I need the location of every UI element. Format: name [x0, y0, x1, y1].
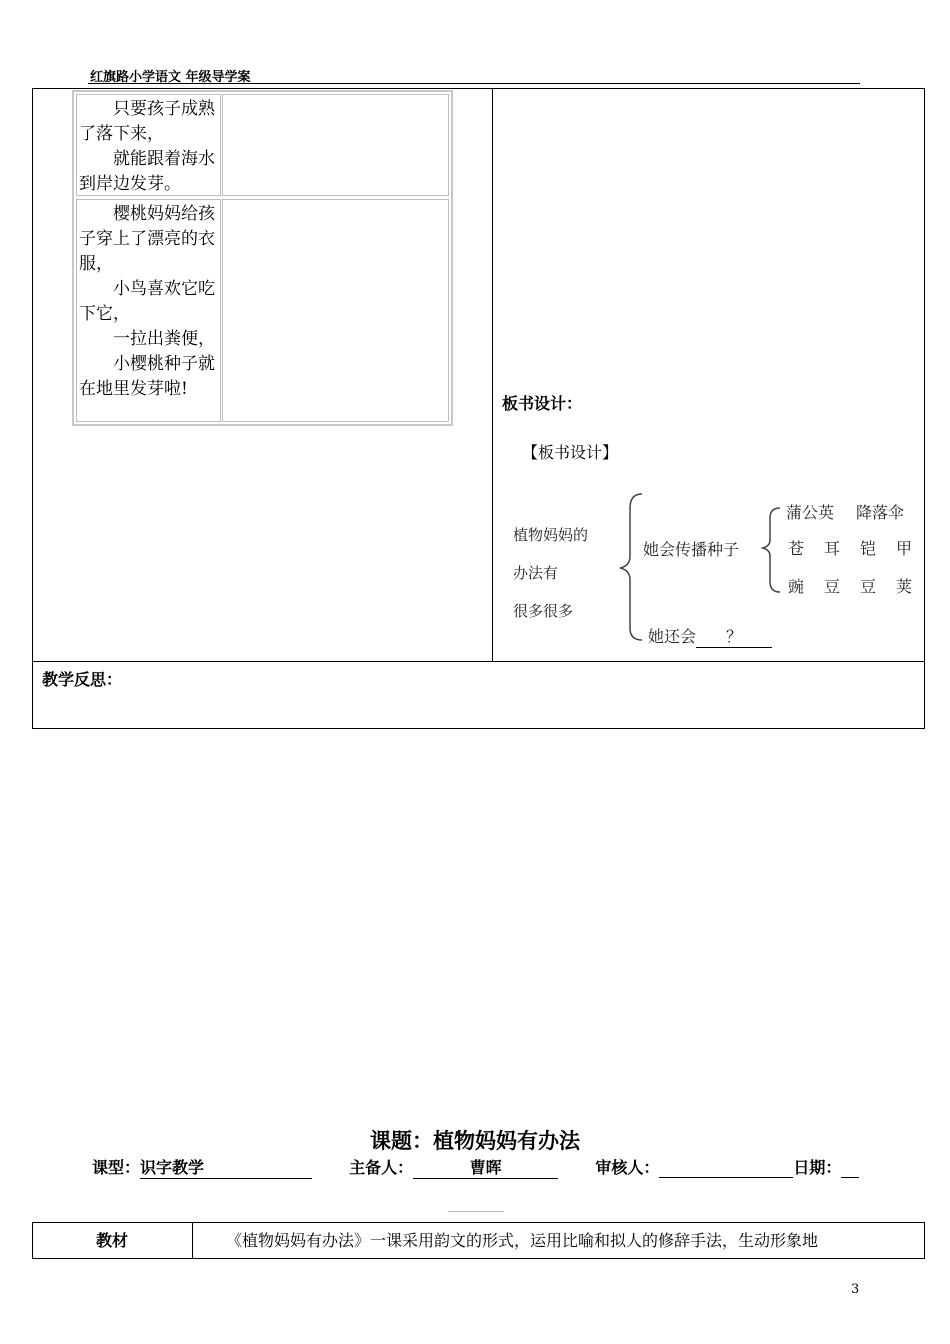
- poem-line: 小鸟喜欢它吃下它，: [79, 279, 215, 324]
- date-value-field: [841, 1158, 859, 1178]
- board-item: 豌: [788, 577, 805, 596]
- preparer-value-field: [413, 1155, 558, 1179]
- column-divider: [492, 88, 493, 661]
- board-left-text: [513, 524, 588, 638]
- poem-cell-1: [76, 94, 221, 196]
- board-branch-other-label: 她还会: [648, 627, 697, 646]
- board-question-mark: ？: [726, 627, 743, 646]
- poem-line: 一拉出粪便，: [113, 329, 215, 349]
- reviewer-value-field: [659, 1158, 793, 1178]
- header-divider: [88, 83, 860, 84]
- board-branch-spread: 她会传播种子: [643, 540, 740, 559]
- poem-line: 樱桃妈妈给孩子穿上了漂亮的衣服，: [79, 204, 215, 274]
- board-item-row-2: [788, 536, 912, 559]
- reflection-divider: [32, 661, 924, 662]
- board-item: 耳: [824, 539, 841, 558]
- board-item: 降落伞: [856, 503, 905, 522]
- lesson-type-label: 课型：: [92, 1158, 141, 1177]
- poem-cell-2: [76, 199, 221, 422]
- reviewer-label: 审核人：: [595, 1158, 660, 1177]
- board-item: 甲: [896, 539, 913, 558]
- poem-line: 只要孩子成熟了落下来，: [79, 99, 215, 144]
- board-left-line: 植物妈妈的: [513, 526, 589, 544]
- board-item: 豆: [860, 577, 877, 596]
- preparer-value: 曹晖: [469, 1158, 502, 1177]
- board-blank: [696, 624, 772, 648]
- poem-line: 小樱桃种子就在地里发芽啦!: [79, 354, 215, 399]
- board-design-title: 【板书设计】: [522, 443, 619, 462]
- poem-empty-cell-2: [222, 199, 449, 422]
- poem-table: [72, 90, 453, 426]
- board-item: 苍: [788, 539, 805, 558]
- board-item-row-1: [786, 500, 904, 523]
- small-divider: [448, 1211, 504, 1212]
- board-item: 豆: [824, 577, 841, 596]
- lesson-type-value: 识字教学: [140, 1158, 205, 1177]
- board-design-label: 板书设计：: [502, 394, 583, 413]
- poem-empty-cell-1: [222, 94, 449, 196]
- material-column-divider: [192, 1222, 193, 1258]
- board-item-row-3: [788, 574, 912, 597]
- page-header: 红旗路小学语文 年级导学案: [90, 70, 251, 85]
- date-label: 日期：: [793, 1158, 842, 1177]
- board-item: 铠: [860, 539, 877, 558]
- board-left-line: 很多很多: [513, 602, 574, 620]
- poem-line: 就能跟着海水到岸边发芽。: [79, 149, 215, 194]
- material-label: 教材: [95, 1231, 128, 1250]
- lesson-title: 课题：植物妈妈有办法: [370, 1128, 580, 1153]
- page-number: 3: [851, 1282, 860, 1297]
- preparer-label: 主备人：: [349, 1158, 414, 1177]
- lesson-type-value-field: [140, 1155, 312, 1179]
- board-branch-other: [648, 624, 772, 648]
- board-left-line: 办法有: [513, 564, 559, 582]
- reflection-label: 教学反思：: [42, 670, 123, 689]
- lesson-meta: [92, 1155, 859, 1179]
- board-item: 荚: [896, 577, 913, 596]
- material-text: 《植物妈妈有办法》一课采用韵文的形式，运用比喻和拟人的修辞手法，生动形象地: [226, 1231, 819, 1250]
- board-item: 蒲公英: [786, 503, 835, 522]
